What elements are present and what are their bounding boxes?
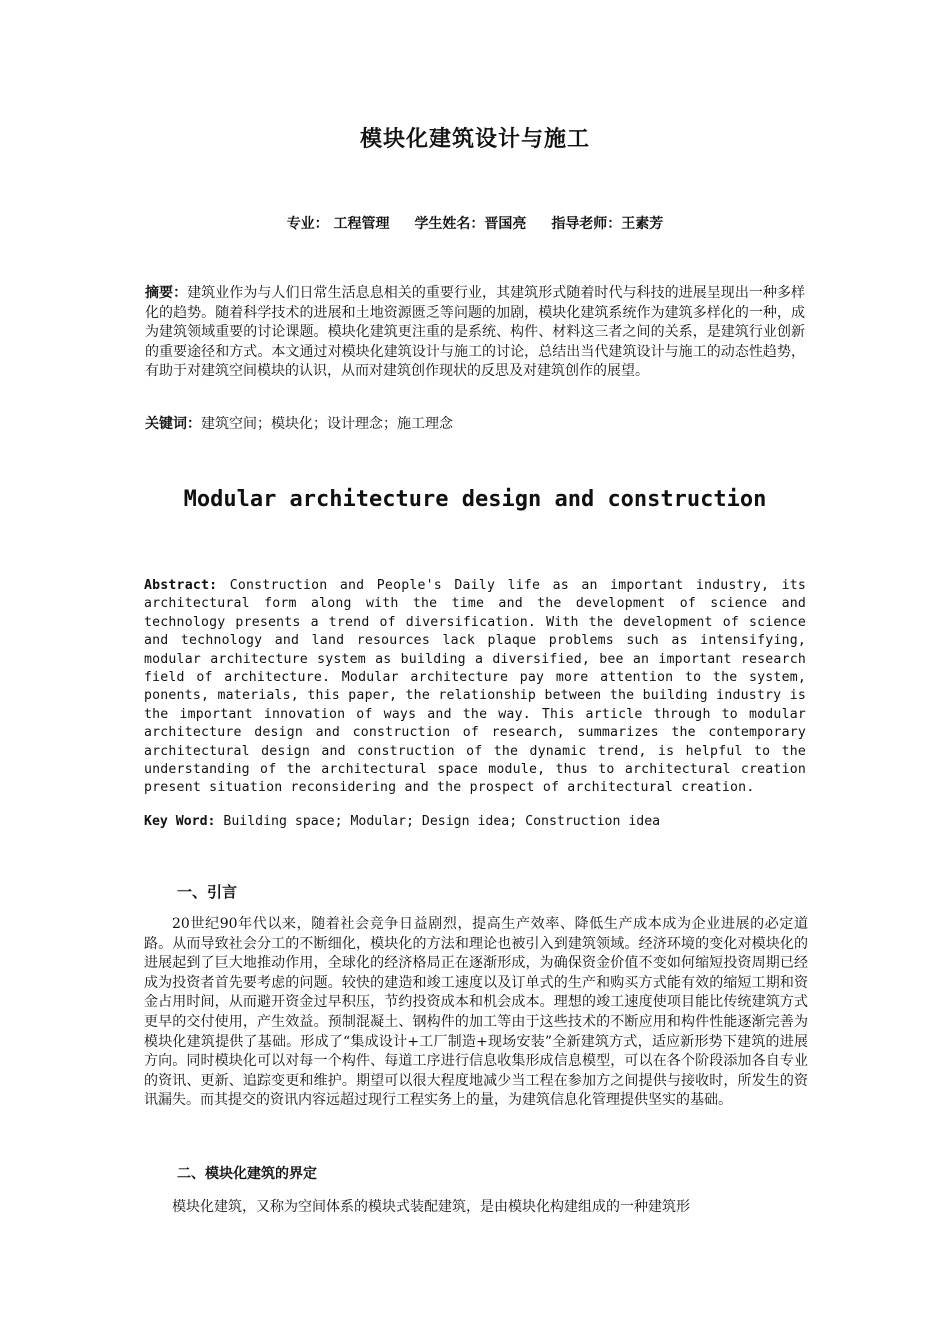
chinese-abstract [145,284,805,382]
chinese-keywords-label: 关键词： [145,416,201,432]
english-abstract [144,577,806,798]
student-name: 学生姓名：晋国亮 [414,216,527,232]
english-title: Modular architecture design and construction [183,487,767,512]
chinese-keywords [145,414,805,434]
chinese-abstract-text: 建筑业作为与人们日常生活息息相关的重要行业，其建筑形式随着时代与科技的进展呈现出一种多样化的趋势。随着科学技术的进展和土地资源匮乏等问题的加剧，模块化建筑系统作为建筑多样化的一种，成为建筑领域重要的讨论课题。模块化建筑更注重的是系统、构件、材料这三者之间的关系，是建筑行业创新的重要途径和方式。本文通过对模块化建筑设计与施工的讨论，总结出当代建筑设计与施工的动态性趋势，有助于对建筑空间模块的认识，从而对建筑创作现状的反思及对建筑创作的展望。 [145,285,806,379]
section-heading-definition: 二、模块化建筑的界定 [177,1166,317,1182]
introduction-paragraph: 20世纪90年代以来，随着社会竞争日益剧烈，提高生产效率、降低生产成本成为企业进展的必定道路。从而导致社会分工的不断细化，模块化的方法和理论也被引入到建筑领域。经济环境的变化对模块化的进展起到了巨大地推动作用，全球化的经济格局正在逐渐形成，为确保资金价值不变如何缩短投资周期已经成为投资者首先要考虑的问题。较快的建造和竣工速度以及订单式的生产和购买方式能有效的缩短工期和资金占用时间，从而避开资金过早积压，节约投资成本和机会成本。理想的竣工速度使项目能比传统建筑方式更早的交付使用，产生效益。预制混凝土、钢构件的加工等由于这些技术的不断应用和构件性能逐渐完善为模块化建筑提供了基础。形成了“集成设计+工厂制造+现场安装”全新建筑方式，适应新形势下建筑的进展方向。同时模块化可以对每一个构件、每道工序进行信息收集形成信息模型，可以在各个阶段添加各自专业的资讯、更新、追踪变更和维护。期望可以很大程度地减少当工程在参加方之间提供与接收时，所发生的资讯漏失。而其提交的资讯内容远超过现行工程实务上的量，为建筑信息化管理提供坚实的基础。 [144,916,808,1109]
english-keywords-label: Key Word: [144,814,216,829]
english-abstract-label: Abstract: [144,578,218,593]
major-field: 专业： 工程管理 [286,216,390,232]
chinese-keywords-text: 建筑空间；模块化；设计理念；施工理念 [201,416,453,432]
english-keywords [144,813,806,831]
chinese-title: 模块化建筑设计与施工 [359,126,590,152]
english-keywords-text: Building space; Modular; Design idea; Construction idea [223,814,661,829]
section-heading-introduction: 一、引言 [177,883,238,901]
english-abstract-text: Construction and People's Daily life as an important industry, its architectural form along with the time and the development of science and technology presents a trend of diversification. With the development of science and technology and land resources lack plaque problems such as intensifying, modular architecture system as building a diversified, bee an important research field of architecture. Modular architecture pay more attention to the system, ponents, materials, this paper, the relationship between the building industry is the important innovation of ways and the way. This article through to modular architecture design and construction of research, summarizes the contemporary architectural design and construction of the dynamic trend, is helpful to the understanding of the architectural space module, thus to architectural creation present situation reconsidering and the prospect of architectural creation. [144,578,806,796]
chinese-abstract-label: 摘要： [145,285,188,301]
definition-paragraph: 模块化建筑，又称为空间体系的模块式装配建筑，是由模块化构建组成的一种建筑形 [172,1199,690,1215]
advisor-name: 指导老师：王素芳 [551,216,664,232]
author-meta-line [0,213,950,233]
